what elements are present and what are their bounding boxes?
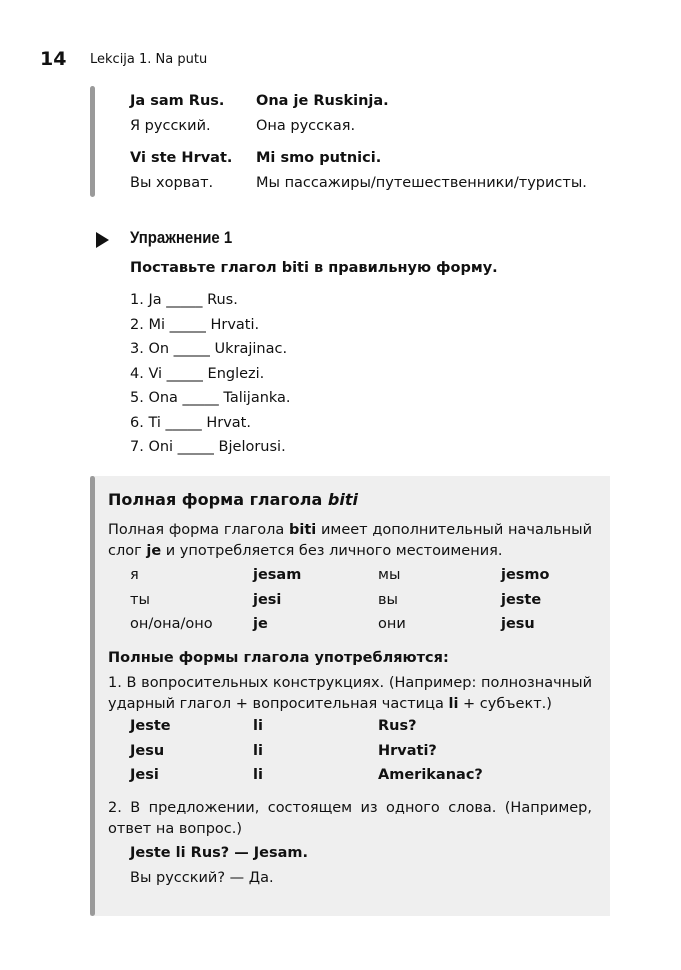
answer-hr: Jeste li Rus? — Jesam. bbox=[130, 845, 309, 861]
exercise-item: 5. Ona _____ Talijanka. bbox=[130, 390, 291, 406]
pronoun-cell: мы bbox=[378, 567, 401, 583]
question-subject: Rus? bbox=[378, 718, 417, 734]
example-block-bar bbox=[90, 86, 95, 197]
exercise-item: 4. Vi _____ Englezi. bbox=[130, 366, 265, 382]
pronoun-cell: он/она/оно bbox=[130, 616, 213, 632]
form-cell: jesi bbox=[253, 592, 282, 608]
example-hr-2: Ona je Ruskinja. bbox=[256, 93, 389, 109]
grammar-box-bar bbox=[90, 476, 95, 916]
pronoun-cell: они bbox=[378, 616, 406, 632]
usage-1-text: 1. В вопросительных конструкциях. (Например: полнозначный ударный глагол + вопросительная частица bbox=[108, 675, 592, 712]
exercise-item: 7. Oni _____ Bjelorusi. bbox=[130, 439, 286, 455]
usage-1 bbox=[108, 673, 592, 715]
example-hr-1: Ja sam Rus. bbox=[130, 93, 225, 109]
grammar-title-text: Полная форма глагола bbox=[108, 490, 328, 509]
question-verb: Jesu bbox=[130, 743, 165, 759]
exercise-item: 1. Ja _____ Rus. bbox=[130, 292, 238, 308]
example-ru-3: Вы хорват. bbox=[130, 175, 214, 191]
grammar-intro bbox=[108, 520, 592, 562]
intro-bold-2: je bbox=[146, 543, 162, 559]
exercise-item: 2. Mi _____ Hrvati. bbox=[130, 317, 260, 333]
form-cell: je bbox=[253, 616, 268, 632]
pronoun-cell: ты bbox=[130, 592, 150, 608]
intro-text-2: имеет дополнительный начальный слог bbox=[108, 522, 593, 559]
answer-ru: Вы русский? — Да. bbox=[130, 870, 274, 886]
grammar-title-word: biti bbox=[327, 490, 358, 509]
pronoun-cell: вы bbox=[378, 592, 398, 608]
question-particle: li bbox=[253, 767, 263, 783]
usage-1-text-end: + субъект.) bbox=[458, 696, 552, 712]
exercise-instruction: Поставьте глагол biti в правильную форму. bbox=[130, 260, 498, 276]
question-verb: Jeste bbox=[130, 718, 171, 734]
question-subject: Hrvati? bbox=[378, 743, 437, 759]
form-cell: jesmo bbox=[501, 567, 550, 583]
example-hr-4: Mi smo putnici. bbox=[256, 150, 382, 166]
form-cell: jesu bbox=[501, 616, 535, 632]
example-ru-2: Она русская. bbox=[256, 118, 356, 134]
page-number: 14 bbox=[40, 48, 67, 70]
form-cell: jeste bbox=[501, 592, 542, 608]
play-arrow-icon bbox=[96, 232, 109, 248]
question-subject: Amerikanac? bbox=[378, 767, 483, 783]
intro-text-3: и употребляется без личного местоимения. bbox=[161, 543, 503, 559]
usage-2: 2. В предложении, состоящем из одного слова. (Например, ответ на вопрос.) bbox=[108, 800, 592, 837]
form-cell: jesam bbox=[253, 567, 302, 583]
question-particle: li bbox=[253, 743, 263, 759]
pronoun-cell: я bbox=[130, 567, 139, 583]
exercise-item: 6. Ti _____ Hrvat. bbox=[130, 415, 251, 431]
usage-heading: Полные формы глагола употребляются: bbox=[108, 650, 449, 666]
exercise-item: 3. On _____ Ukrajinac. bbox=[130, 341, 288, 357]
intro-bold-1: biti bbox=[289, 522, 317, 538]
grammar-title bbox=[108, 490, 592, 509]
question-verb: Jesi bbox=[130, 767, 159, 783]
question-particle: li bbox=[253, 718, 263, 734]
exercise-title: Упражнение 1 bbox=[130, 228, 233, 247]
lesson-title: Lekcija 1. Na putu bbox=[90, 52, 208, 67]
usage-1-bold: li bbox=[448, 696, 459, 712]
example-hr-3: Vi ste Hrvat. bbox=[130, 150, 233, 166]
example-ru-1: Я русский. bbox=[130, 118, 211, 134]
intro-text-1: Полная форма глагола bbox=[108, 522, 289, 538]
example-ru-4: Мы пассажиры/путешественники/туристы. bbox=[256, 175, 587, 191]
